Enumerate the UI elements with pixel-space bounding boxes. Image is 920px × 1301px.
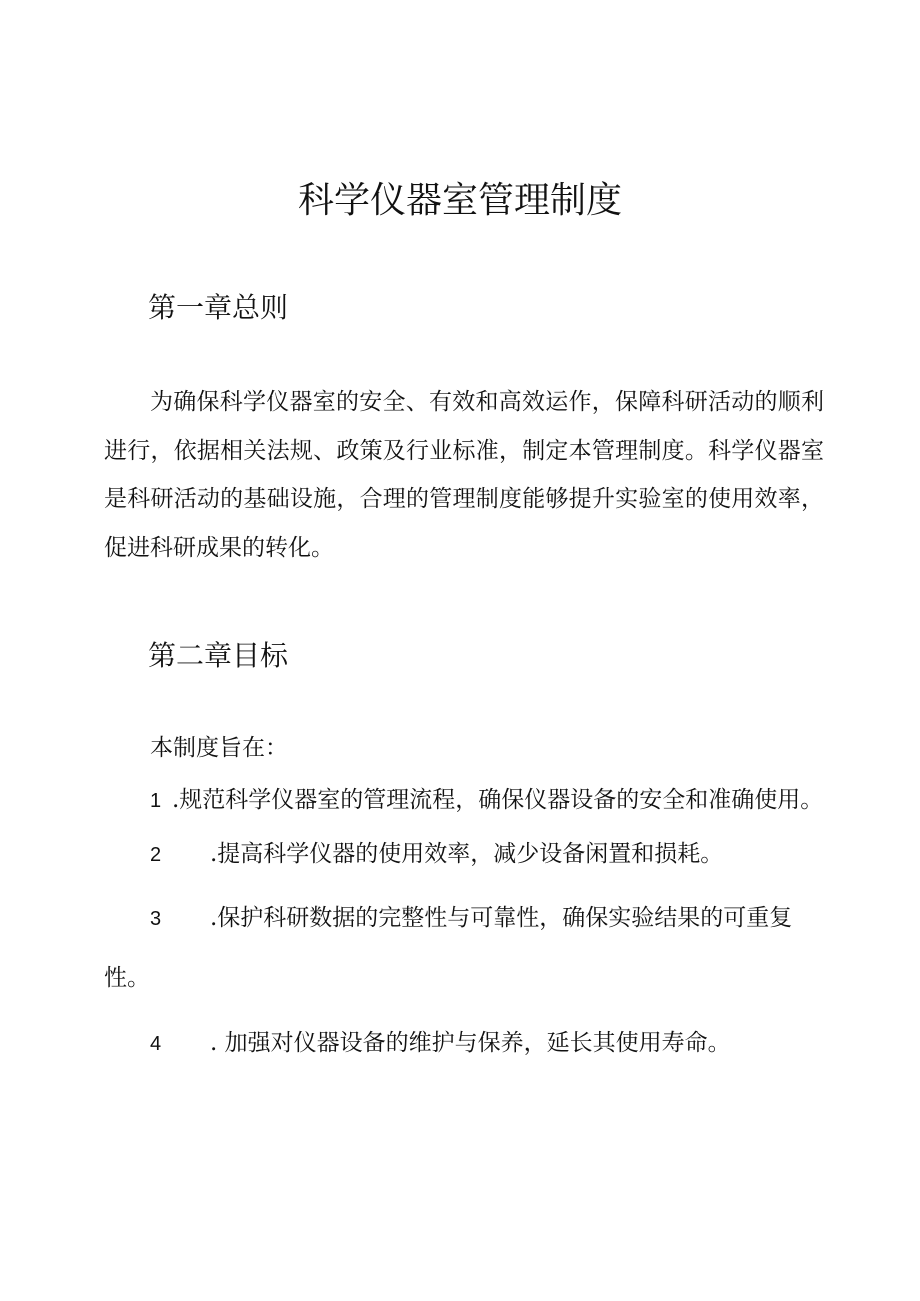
list-item-text: .提高科学仪器的使用效率，减少设备闲置和损耗。 — [210, 841, 724, 867]
document-title: 科学仪器室管理制度 — [297, 180, 622, 221]
list-item-text: . 加强对仪器设备的维护与保养，延长其使用寿命。 — [210, 1030, 731, 1056]
list-item-number: 3 — [150, 908, 162, 930]
chapter-1-heading: 第一章总则 — [148, 291, 289, 324]
list-item-text: .规范科学仪器室的管理流程，确保仪器设备的安全和准确使用。 — [172, 787, 824, 813]
list-item-text: .保护科研数据的完整性与可靠性，确保实验结果的可重复 — [210, 905, 793, 931]
list-item-number: 4 — [150, 1033, 162, 1055]
chapter-2-heading: 第二章目标 — [148, 639, 289, 672]
chapter-1-paragraph: 为确保科学仪器室的安全、有效和高效运作，保障科研活动的顺利进行，依据相关法规、政策及行业标准，制定本管理制度。科学仪器室是科研活动的基础设施，合理的管理制度能够提升实验室的使用效率，促进科研成果的转化。 — [104, 389, 824, 561]
list-item-number: 1 — [150, 790, 162, 812]
list-item — [150, 836, 723, 873]
list-item-number: 2 — [150, 844, 162, 866]
list-item — [150, 1025, 731, 1062]
list-item-continuation: 性。 — [104, 965, 150, 991]
list-item — [150, 782, 823, 819]
chapter-2-intro: 本制度旨在： — [150, 735, 288, 761]
list-item — [150, 900, 792, 937]
